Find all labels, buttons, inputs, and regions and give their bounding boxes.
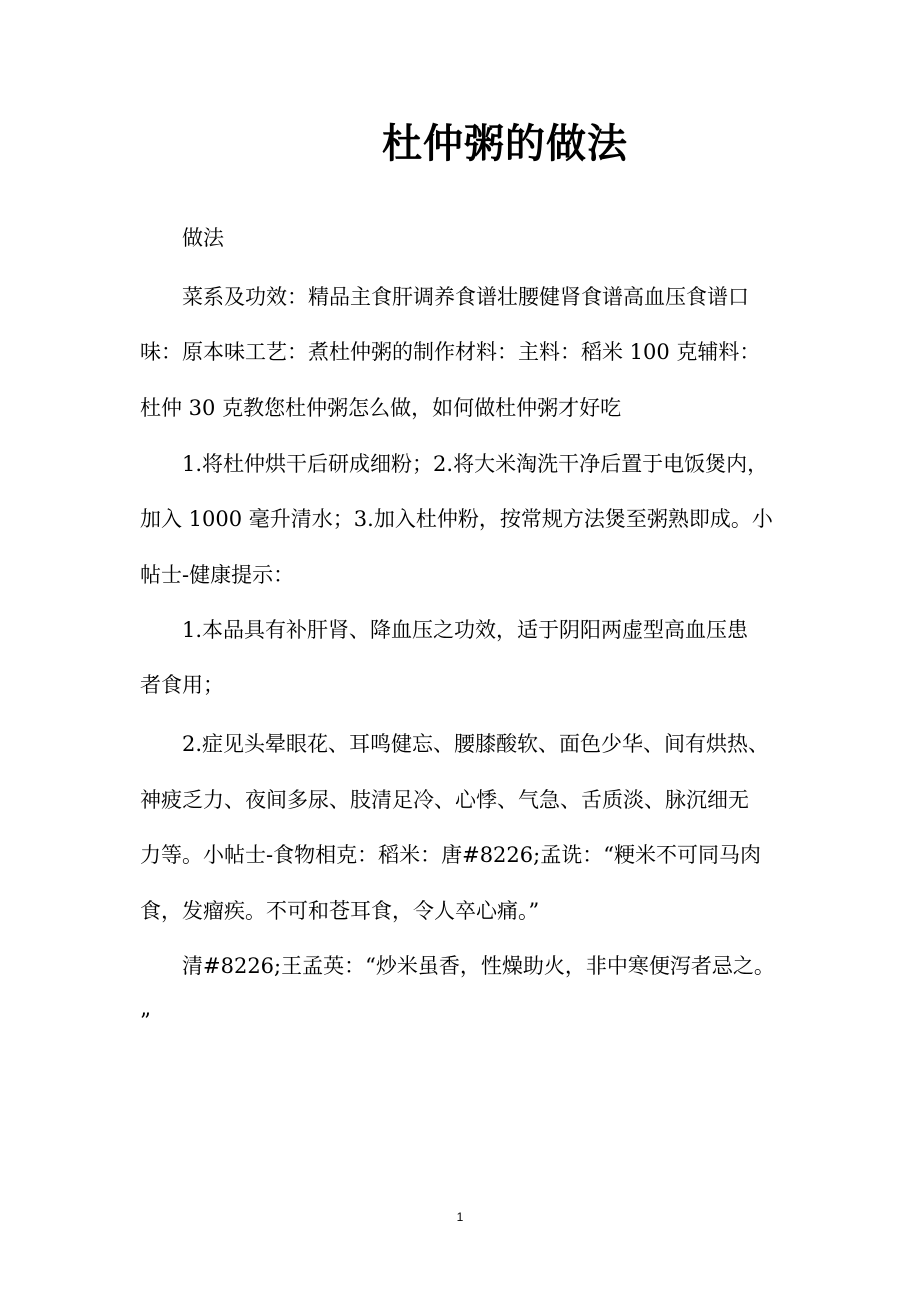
text-line: 清#8226;王孟英：“炒米虽香，性燥助火，非中寒便泻者忌之。 (182, 954, 775, 978)
page-number: 1 (456, 1210, 464, 1224)
text-line: 2.症见头晕眼花、耳鸣健忘、腰膝酸软、面色少华、间有烘热、 (182, 732, 770, 756)
text-line: 1.本品具有补肝肾、降血压之功效，适于阴阳两虚型高血压患 (182, 618, 749, 642)
page-title: 杜仲粥的做法 (382, 120, 628, 167)
text-line: 杜仲 30 克教您杜仲粥怎么做，如何做杜仲粥才好吃 (140, 396, 622, 420)
text-line: 力等。小帖士-食物相克：稻米：唐#8226;孟诜：“粳米不可同马肉 (140, 843, 761, 867)
text-line: ” (140, 1009, 151, 1033)
text-line: 帖士-健康提示： (140, 563, 295, 587)
text-line: 菜系及功效：精品主食肝调养食谱壮腰健肾食谱高血压食谱口 (182, 285, 749, 309)
text-line: 神疲乏力、夜间多尿、肢清足冷、心悸、气急、舌质淡、脉沉细无 (140, 788, 749, 812)
section-heading: 做法 (182, 226, 224, 250)
text-line: 味：原本味工艺：煮杜仲粥的制作材料：主料：稻米 100 克辅料： (140, 340, 761, 364)
text-line: 者食用； (140, 673, 224, 697)
text-line: 食，发瘤疾。不可和苍耳食，令人卒心痛。” (140, 899, 540, 923)
text-line: 1.将杜仲烘干后研成细粉；2.将大米淘洗干净后置于电饭煲内， (182, 452, 769, 476)
text-line: 加入 1000 毫升清水；3.加入杜仲粉，按常规方法煲至粥熟即成。小 (140, 507, 773, 531)
